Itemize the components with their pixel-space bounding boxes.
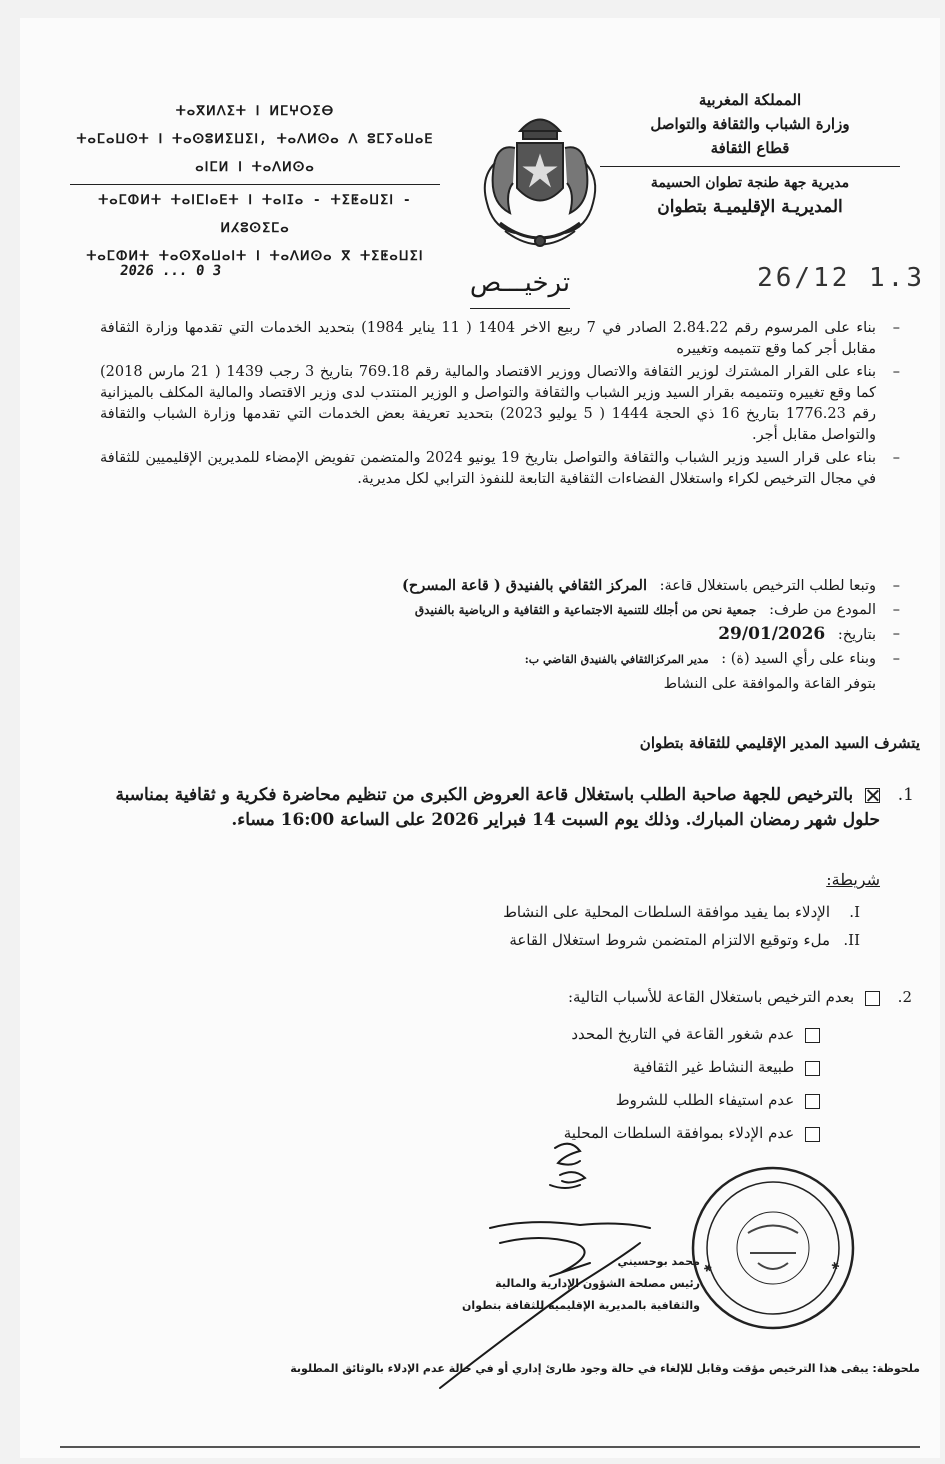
legal-basis-list bbox=[100, 318, 900, 492]
refusal-reason bbox=[480, 1084, 820, 1117]
header-provincial-directorate: المديريـة الإقليميـة بتطوان bbox=[657, 197, 843, 217]
footer-rule bbox=[60, 1446, 920, 1448]
request-date bbox=[140, 622, 900, 647]
title-underline bbox=[470, 308, 570, 309]
signer-title-line-2: والثقافية بالمديرية الإقليمية للثقافة بتطوان bbox=[462, 1299, 700, 1312]
tifinagh-line-3: ⴰⵏⵎⵍ ⵏ ⵜⴰⴷⵍⵙⴰ bbox=[195, 160, 315, 175]
hall-value: المركز الثقافي بالفنيدق ( قاعة المسرح) bbox=[402, 577, 648, 594]
refusal-reason bbox=[480, 1018, 820, 1051]
conditions-label: شريطة: bbox=[826, 870, 880, 889]
request-details bbox=[140, 574, 900, 696]
refusal-reason-text: عدم الإدلاء بموافقة السلطات المحلية bbox=[563, 1124, 795, 1142]
checkbox-icon[interactable] bbox=[805, 1061, 820, 1076]
conditions-list bbox=[360, 898, 860, 954]
condition-text: الإدلاء بما يفيد موافقة السلطات المحلية على النشاط bbox=[503, 903, 830, 921]
signer-title-line-1: رئيس مصلحة الشؤون الإدارية والمالية bbox=[495, 1277, 700, 1290]
condition-item bbox=[360, 898, 860, 926]
refusal-reason-text: عدم شغور القاعة في التاريخ المحدد bbox=[571, 1025, 795, 1043]
tifinagh-line-1: ⵜⴰⴳⵍⴷⵉⵜ ⵏ ⵍⵎⵖⵔⵉⴱ bbox=[175, 104, 335, 119]
official-stamp-icon bbox=[688, 1163, 858, 1333]
hall-label: وتبعا لطلب الترخيص باستغلال قاعة: bbox=[659, 578, 876, 594]
decision-grant-number: 1. bbox=[897, 785, 914, 805]
signer-block bbox=[460, 1251, 700, 1317]
checkbox-icon[interactable] bbox=[865, 991, 880, 1006]
reference-number: 26/12 1.3 bbox=[757, 263, 925, 293]
header-ministry: وزارة الشباب والثقافة والتواصل bbox=[650, 115, 850, 133]
legal-basis-item: – بناء على قرار السيد وزير الشباب والثقافة والتواصل بتاريخ 19 يونيو 2024 والمتضمن تفويض الإمضاء للمديرين الإقليميين للثقافة في مجال الترخيص لكراء واستغلال الفضاءات الثقافية التابعة للنفوذ الترابي لكل مديرية. bbox=[100, 448, 900, 490]
tifinagh-line-5: ⵜⴰⵎⵀⵍⵜ ⵜⴰⵙⴳⴰⵡⴰⵏⵜ ⵏ ⵜⴰⴷⵍⵙⴰ ⴳ ⵜⵉⵟⴰⵡⵉⵏ bbox=[86, 249, 424, 264]
condition-index: I. bbox=[849, 903, 860, 921]
header-regional-directorate: مديرية جهة طنجة تطوان الحسيمة bbox=[600, 166, 900, 195]
tifinagh-line-2: ⵜⴰⵎⴰⵡⵙⵜ ⵏ ⵜⴰⵙⵓⵍⵉⵡⵉⵏ, ⵜⴰⴷⵍⵙⴰ ⴷ ⵓⵎⵢⴰⵡⴰⴹ bbox=[76, 132, 434, 147]
applicant-label: المودع من طرف: bbox=[769, 602, 876, 618]
refusal-reason-text: طبيعة النشاط غير الثقافية bbox=[632, 1058, 795, 1076]
date-stamp: 2026 ... 0 3 bbox=[119, 263, 222, 279]
header-sector: قطاع الثقافة bbox=[710, 139, 790, 157]
document-title: ترخيـــص bbox=[469, 268, 571, 298]
decision-refuse-number: 2. bbox=[897, 988, 912, 1006]
date-value: 29/01/2026 bbox=[718, 624, 826, 644]
honor-statement: يتشرف السيد المدير الإقليمي للثقافة بتطوان bbox=[639, 734, 920, 752]
signer-name: محمد بوحسيني bbox=[617, 1255, 700, 1268]
request-hall bbox=[140, 574, 900, 598]
condition-text: ملء وتوقيع الالتزام المتضمن شروط استغلال القاعة bbox=[509, 931, 830, 949]
header-kingdom: المملكة المغربية bbox=[698, 91, 802, 109]
decision-refuse-text: بعدم الترخيص باستغلال القاعة للأسباب التالية: bbox=[567, 988, 855, 1006]
decision-grant bbox=[100, 783, 914, 833]
request-opinion bbox=[140, 647, 900, 672]
checkbox-icon[interactable] bbox=[805, 1094, 820, 1109]
legal-basis-item: – بناء على المرسوم رقم 2.84.22 الصادر في 7 ربيع الاخر 1404 ( 11 يناير 1984) بتحديد الخدمات التي تقدمها وزارة الثقافة مقابل أجر كما وقع تتميمه وتغييره bbox=[100, 318, 900, 360]
date-label: بتاريخ: bbox=[837, 627, 876, 643]
coat-of-arms-icon bbox=[465, 103, 615, 263]
refusal-reason bbox=[480, 1051, 820, 1084]
svg-text:✱: ✱ bbox=[827, 1259, 842, 1274]
document-page bbox=[20, 18, 940, 1458]
checked-box-icon[interactable] bbox=[865, 788, 880, 803]
opinion-text: بتوفر القاعة والموافقة على النشاط bbox=[663, 676, 876, 692]
applicant-value: جمعية نحن من أجلك للتنمية الاجتماعية و الثقافية و الرياضية بالفنيدق bbox=[414, 603, 757, 617]
legal-basis-item: – بناء على القرار المشترك لوزير الثقافة والاتصال ووزير الاقتصاد والمالية رقم 769.18 بتاريخ 3 رجب 1439 ( 21 مارس 2018) كما وقع تغييره وتتميمه بقرار السيد وزير الشباب والثقافة والتواصل و الوزير المنتدب لدى وزير الاقتصاد والمالية المكلف بالميزانية رقم 1776.23 بتاريخ 16 ذي الحجة 1444 ( 5 يوليو 2023) بتحديد تعريفة بعض الخدمات التي تقدمها وزارة الشباب والثقافة والتواصل مقابل أجر. bbox=[100, 362, 900, 446]
header-tifinagh bbox=[70, 98, 440, 271]
checkbox-icon[interactable] bbox=[805, 1127, 820, 1142]
refusal-reasons-list bbox=[480, 1018, 820, 1150]
checkbox-icon[interactable] bbox=[805, 1028, 820, 1043]
refusal-reason-text: عدم استيفاء الطلب للشروط bbox=[615, 1091, 795, 1109]
request-applicant bbox=[140, 598, 900, 622]
tifinagh-line-4: ⵜⴰⵎⵀⵍⵜ ⵜⴰⵏⵎⵏⴰⴹⵜ ⵏ ⵜⴰⵏⵊⴰ - ⵜⵉⵟⴰⵡⵉⵏ - ⵍⵃⵓⵙⵉⵎⴰ bbox=[98, 193, 412, 236]
header-arabic bbox=[600, 88, 900, 219]
footnote: ملحوظة: يبقى هذا الترخيص مؤقت وقابل للإلغاء في حالة وجود طارئ إداري أو في حالة عدم الإدلاء بالوثائق المطلوبة bbox=[290, 1362, 920, 1375]
opinion-value: مدير المركزالثقافي بالفنيدق القاضي ب: bbox=[524, 653, 709, 666]
opinion-label: وبناء على رأي السيد (ة) : bbox=[721, 651, 876, 667]
svg-text:✱: ✱ bbox=[701, 1261, 716, 1276]
condition-item bbox=[360, 926, 860, 954]
decision-refuse bbox=[380, 985, 912, 1009]
decision-grant-text: بالترخيص للجهة صاحبة الطلب باستغلال قاعة العروض الكبرى من تنظيم محاضرة فكرية و ثقافية بمناسبة حلول شهر رمضان المبارك. وذلك يوم السبت 14 فبراير 2026 على الساعة 16:00 مساء. bbox=[115, 785, 880, 830]
header-divider bbox=[70, 184, 440, 185]
condition-index: II. bbox=[843, 931, 860, 949]
